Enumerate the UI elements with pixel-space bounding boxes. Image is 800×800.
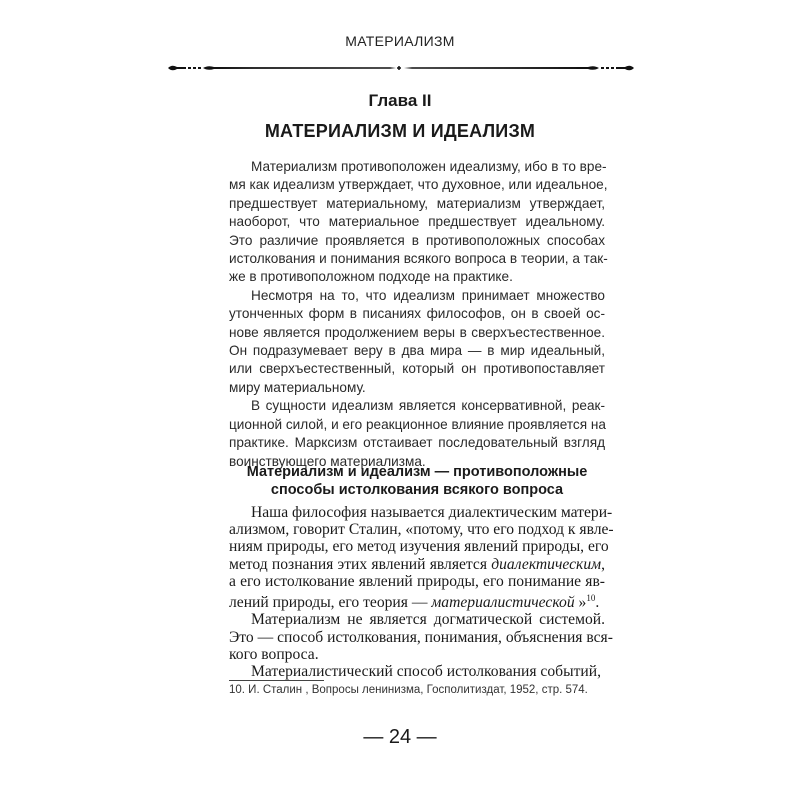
chapter-label: Глава II (368, 91, 432, 110)
text-line: Материалистический способ истолкования событий, (251, 663, 601, 681)
text-line: же в противоположном подходе на практике. (229, 269, 513, 285)
paragraph (229, 663, 605, 680)
body-text-sans (229, 158, 608, 471)
paragraph (229, 158, 608, 287)
text-line: истолкования и понимания всякого вопроса в теории, а так- (229, 251, 608, 267)
paragraph (229, 397, 605, 471)
text-line: воинствующего материализма. (229, 453, 426, 469)
paragraph (229, 611, 613, 663)
emphasis: диалектическим (491, 555, 602, 573)
text-line: Наша философия называется диалектическим матери- (251, 504, 613, 521)
text-line: Это — способ истолкования, понимания, объяснения вся- (229, 628, 613, 646)
text-line: метод познания этих явлений является диалектическим, (229, 555, 605, 573)
text-line: лений природы, его теория — материалистической »$^{10}$. (229, 593, 600, 612)
section-heading-line: способы истолкования всякого вопроса (270, 482, 564, 498)
text-line: утонченных форм в писаниях философов, он в своей ос- (229, 306, 605, 322)
section-heading-line: Материализм и идеализм — противоположные (246, 464, 588, 480)
text-line: Несмотря на то, что идеализм принимает множество (251, 287, 605, 303)
text-line: Материализм противоположен идеализму, ибо в то вре- (251, 159, 607, 174)
section-heading (229, 463, 605, 499)
text-line: мя как идеализм утверждает, что духовное, или идеальное, (229, 177, 608, 193)
page-number: — 24 — (363, 726, 437, 748)
text-line: ализмом, говорит Сталин, «потому, что его подход к явле- (229, 521, 614, 539)
chapter-title: МАТЕРИАЛИЗМ И ИДЕАЛИЗМ (264, 121, 536, 141)
ornamental-rule (168, 62, 634, 74)
text-line: Материализм не является догматической системой. (251, 611, 605, 629)
text-line: предшествует материальному, материализм утверждает, (229, 195, 605, 211)
text-line: кого вопроса. (229, 645, 319, 663)
text-line: миру материальному. (229, 379, 366, 395)
text-line: практике. Марксизм отстаивает последовательный взгляд (229, 435, 605, 451)
paragraph (229, 504, 614, 612)
text-line: или сверхъестественный, который он противопоставляет (229, 361, 605, 377)
text-line: ционной силой, и его реакционное влияние проявляется на (229, 416, 606, 432)
emphasis: материалистической (431, 594, 575, 612)
text-line: а его истолкование явлений природы, его понимание яв- (229, 572, 605, 590)
footnote: 10. И. Сталин , Вопросы ленинизма, Госполитиздат, 1952, стр. 574. (229, 684, 588, 696)
body-text-serif (229, 504, 614, 681)
text-line: Он подразумевает веру в два мира — в мир идеальный, (229, 343, 605, 359)
running-head: МАТЕРИАЛИЗМ (345, 33, 455, 49)
text-line: наоборот, что материальное предшествует идеальному. (229, 214, 605, 230)
footnote-ref: 10 (586, 593, 596, 604)
text-line: В сущности идеализм является консервативной, реак- (251, 398, 605, 414)
text-line: ниям природы, его метод изучения явлений природы, его (229, 538, 609, 556)
paragraph (229, 287, 605, 397)
footnote-divider (229, 680, 324, 681)
text-line: нове является продолжением веры в сверхъестественное. (229, 324, 605, 340)
text-line: Это различие проявляется в противоположных способах (229, 232, 605, 248)
